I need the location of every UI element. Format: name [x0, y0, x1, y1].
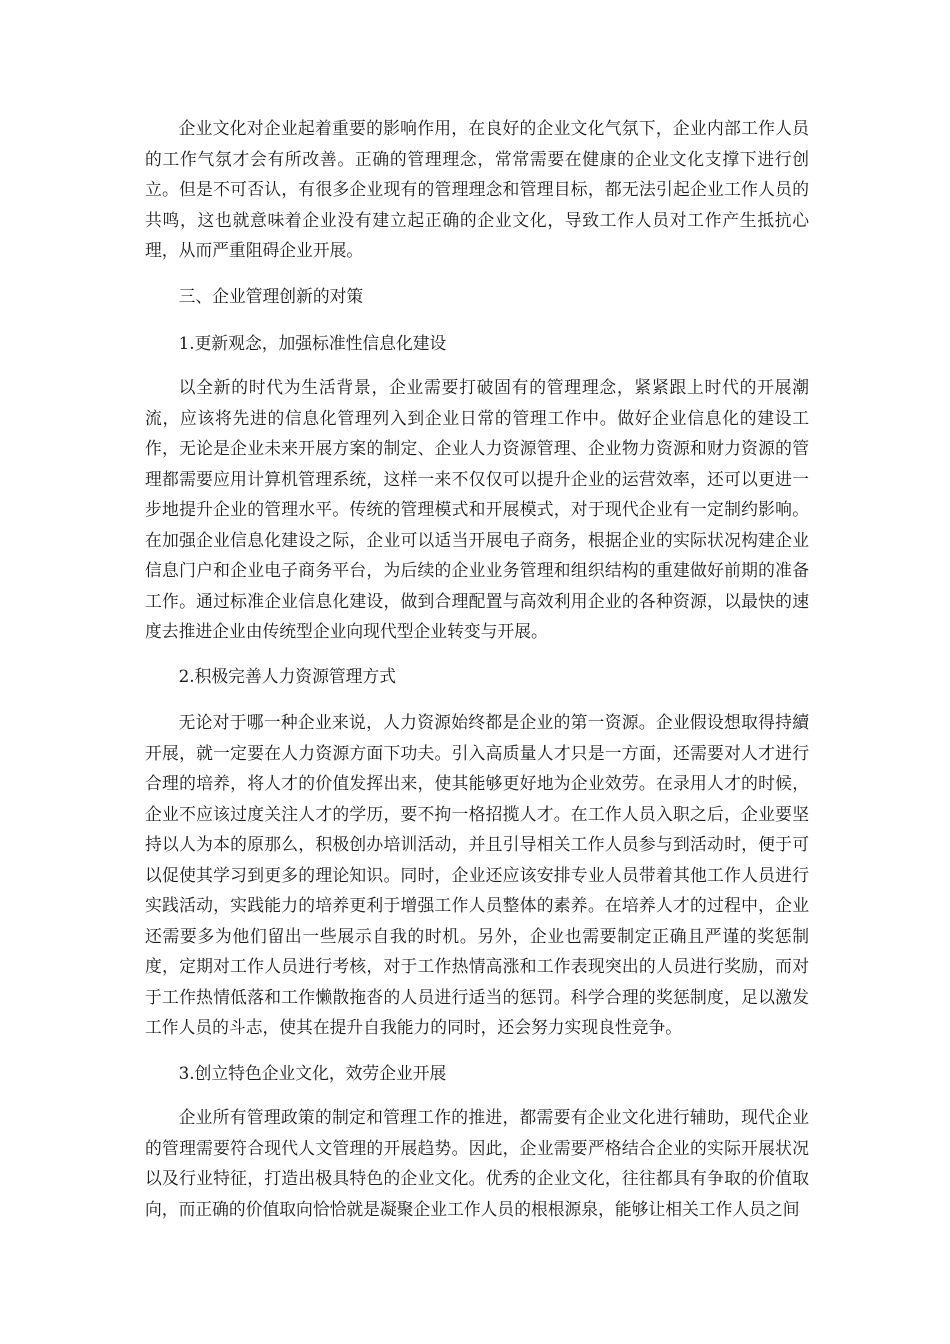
paragraph-corporate-culture: 企业所有管理政策的制定和管理工作的推进，都需要有企业文化进行辅助，现代企业的管理需要符合现代人文管理的开展趋势。因此，企业需要严格结合企业的实际开展状况以及行业特征，打造出极具特色的企业文化。优秀的企业文化，往往都具有争取的价值取向，而正确的价值取向恰恰就是凝聚企业工作人员的根根源泉，能够让相关工作人员之间	[145, 1107, 809, 1219]
paragraph-human-resources: 无论对于哪一种企业来说，人力资源始终都是企业的第一资源。企业假设想取得持續开展，就一定要在人力资源方面下功夫。引入高质量人才只是一方面，还需要对人才进行合理的培养，将人才的价值发挥出来，使其能够更好地为企业效劳。在录用人才的时候，企业不应该过度关注人才的学历，要不拘一格招揽人才。在工作人员入职之后，企业要坚持以人为本的原那么，积极创办培训活动，并且引导相关工作人员参与到活动时，便于可以促使其学习到更多的理论知识。同时，企业还应该安排专业人员带着其他工作人员进行实践活动，实践能力的培养更利于增强工作人员整体的素养。在培养人才的过程中，企业还需要多为他们留出一些展示自我的时机。另外，企业也需要制定正确且严谨的奖惩制度，定期对工作人员进行考核，对于工作热情高涨和工作表现突出的人员进行奖励，而对于工作热情低落和工作懒散拖沓的人员进行适当的惩罚。科学合理的奖惩制度，足以激发工作人员的斗志，使其在提升自我能力的同时，还会努力实现良性竞争。	[145, 712, 809, 1037]
subheading-human-resources: 2.积极完善人力资源管理方式	[178, 666, 396, 686]
subheading-corporate-culture: 3.创立特色企业文化，效劳企业开展	[178, 1063, 447, 1083]
subheading-informatization: 1.更新观念，加强标准性信息化建设	[178, 333, 447, 353]
section-heading: 三、企业管理创新的对策	[178, 286, 364, 306]
paragraph-informatization: 以全新的时代为生活背景，企业需要打破固有的管理理念，紧紧跟上时代的开展潮流，应该将先进的信息化管理列入到企业日常的管理工作中。做好企业信息化的建设工作，无论是企业未来开展方案的制定、企业人力资源管理、企业物力资源和财力资源的管理都需要应用计算机管理系统，这样一来不仅仅可以提升企业的运营效率，还可以更进一步地提升企业的管理水平。传统的管理模式和开展模式，对于现代企业有一定制约影响。在加强企业信息化建设之际，企业可以适当开展电子商务，根据企业的实际状况构建企业信息门户和企业电子商务平台，为后续的企业业务管理和组织结构的重建做好前期的准备工作。通过标准企业信息化建设，做到合理配置与高效利用企业的各种资源，以最快的速度去推进企业由传统型企业向现代型企业转变与开展。	[145, 377, 809, 641]
paragraph-corporate-culture-impact: 企业文化对企业起着重要的影响作用，在良好的企业文化气氛下，企业内部工作人员的工作气氛才会有所改善。正确的管理理念，常常需要在健康的企业文化支撑下进行创立。但是不可否认，有很多企业现有的管理理念和管理目标，都无法引起企业工作人员的共鸣，这也就意味着企业没有建立起正确的企业文化，导致工作人员对工作产生抵抗心理，从而严重阻碍企业开展。	[145, 118, 809, 260]
